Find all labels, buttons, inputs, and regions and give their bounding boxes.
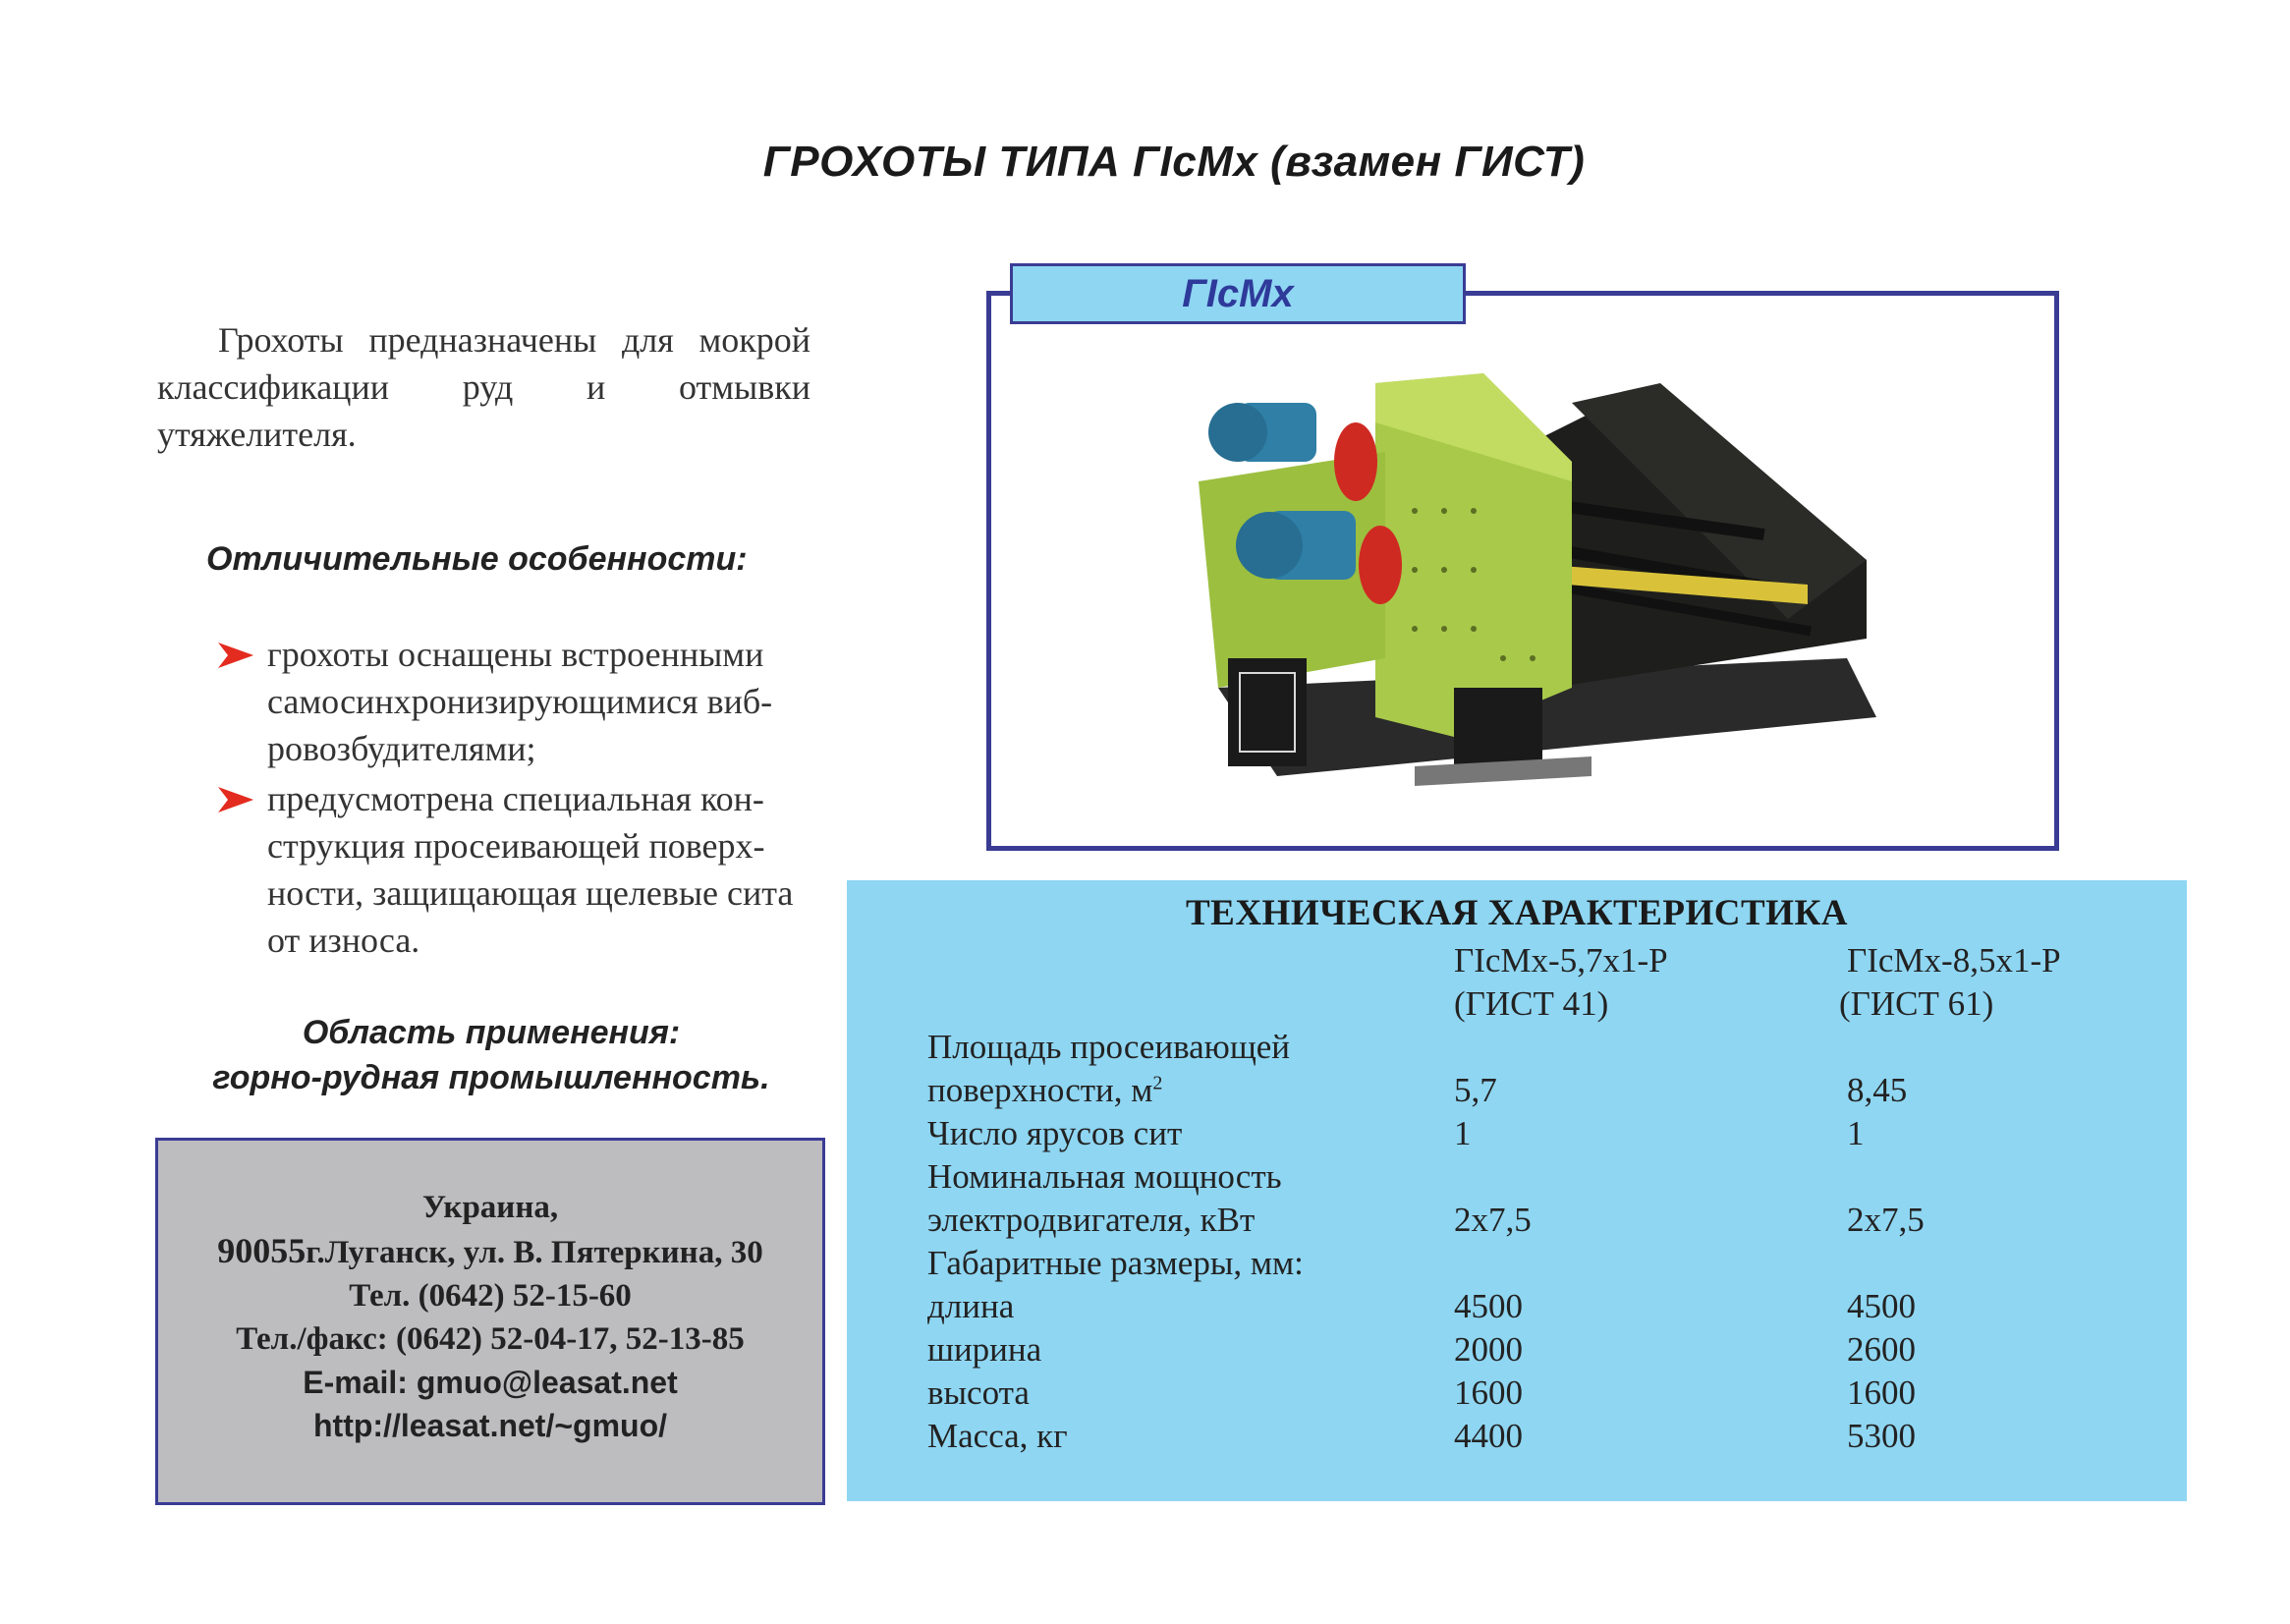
spec-mass-value-2: 5300	[1847, 1417, 1916, 1455]
feature-text: грохоты оснащены встроенными самосинхронизирующимися виб-ровозбудителями;	[267, 635, 773, 768]
photo-label: ГІсМх	[1010, 263, 1466, 324]
contact-country: Украина,	[421, 1190, 559, 1225]
spec-power-value-1: 2х7,5	[1454, 1201, 1532, 1239]
specs-title: ТЕХНИЧЕСКАЯ ХАРАКТЕРИСТИКА	[1185, 893, 1849, 933]
spec-mass-label: Масса, кг	[927, 1417, 1068, 1455]
application-value: горно-рудная промышленность.	[212, 1059, 770, 1096]
spec-area-label-1: Площадь просеивающей	[927, 1028, 1291, 1066]
spec-width-value-1: 2000	[1454, 1330, 1523, 1369]
spec-tiers-value-2: 1	[1847, 1114, 1865, 1152]
spec-power-value-2: 2х7,5	[1847, 1201, 1925, 1239]
page-title: ГРОХОТЫ ТИПА ГІсМх (взамен ГИСТ)	[762, 138, 1586, 186]
spec-length-label: длина	[927, 1287, 1015, 1325]
spec-mass-value-1: 4400	[1454, 1417, 1523, 1455]
spec-tiers-label: Число ярусов сит	[927, 1114, 1183, 1152]
spec-area-value-2: 8,45	[1847, 1071, 1908, 1109]
contact-postcode: 90055	[217, 1231, 307, 1270]
intro-paragraph: Грохоты предназначены для мокрой классификации руд и отмывки утяжелителя.	[157, 320, 810, 454]
spec-power-label-1: Номинальная мощность	[927, 1157, 1282, 1196]
features-list	[216, 631, 810, 967]
spec-area-unit-exp: 2	[1152, 1072, 1163, 1094]
contact-address-line	[158, 1229, 822, 1274]
specs-panel	[847, 880, 2187, 1501]
features-heading: Отличительные особенности:	[206, 540, 748, 578]
model-alt-2: (ГИСТ 61)	[1839, 984, 1994, 1023]
spec-height-value-1: 1600	[1454, 1373, 1523, 1412]
spec-area-value-1: 5,7	[1454, 1071, 1497, 1109]
list-item	[216, 631, 810, 772]
application-heading: Область применения:	[302, 1014, 681, 1051]
list-item	[216, 775, 810, 964]
contact-url[interactable]: http://leasat.net/~gmuo/	[312, 1408, 668, 1443]
spec-power-label-2: электродвигателя, кВт	[927, 1201, 1256, 1239]
red-arrow-icon	[216, 785, 255, 814]
spec-dims-label: Габаритные размеры, мм:	[927, 1244, 1304, 1282]
spec-height-value-2: 1600	[1847, 1373, 1916, 1412]
model-alt-1: (ГИСТ 41)	[1454, 984, 1609, 1023]
spec-height-label: высота	[927, 1373, 1030, 1412]
contact-phone: Тел. (0642) 52-15-60	[349, 1278, 632, 1314]
spec-length-value-2: 4500	[1847, 1287, 1916, 1325]
contact-fax: Тел./факс: (0642) 52-04-17, 52-13-85	[236, 1321, 745, 1357]
spec-length-value-1: 4500	[1454, 1287, 1523, 1325]
contact-box	[155, 1138, 825, 1505]
application-area	[147, 1010, 835, 1100]
model-name-2: ГІсМх-8,5х1-Р	[1847, 941, 2061, 980]
vibrating-screen-machine-image	[1159, 364, 1906, 796]
spec-area-label-2	[927, 1069, 1162, 1112]
spec-area-label-text: поверхности, м	[927, 1071, 1153, 1109]
model-name-1: ГІсМх-5,7х1-Р	[1454, 941, 1668, 980]
contact-address: г.Луганск, ул. В. Пятеркина, 30	[306, 1235, 763, 1270]
spec-width-label: ширина	[927, 1330, 1042, 1369]
spec-width-value-2: 2600	[1847, 1330, 1916, 1369]
contact-email[interactable]: E-mail: gmuo@leasat.net	[303, 1365, 678, 1400]
feature-text: предусмотрена специальная кон-струкция просеивающей поверх-ности, защищающая щелевые сита от износа.	[267, 779, 794, 960]
red-arrow-icon	[216, 641, 255, 670]
spec-tiers-value-1: 1	[1454, 1114, 1472, 1152]
